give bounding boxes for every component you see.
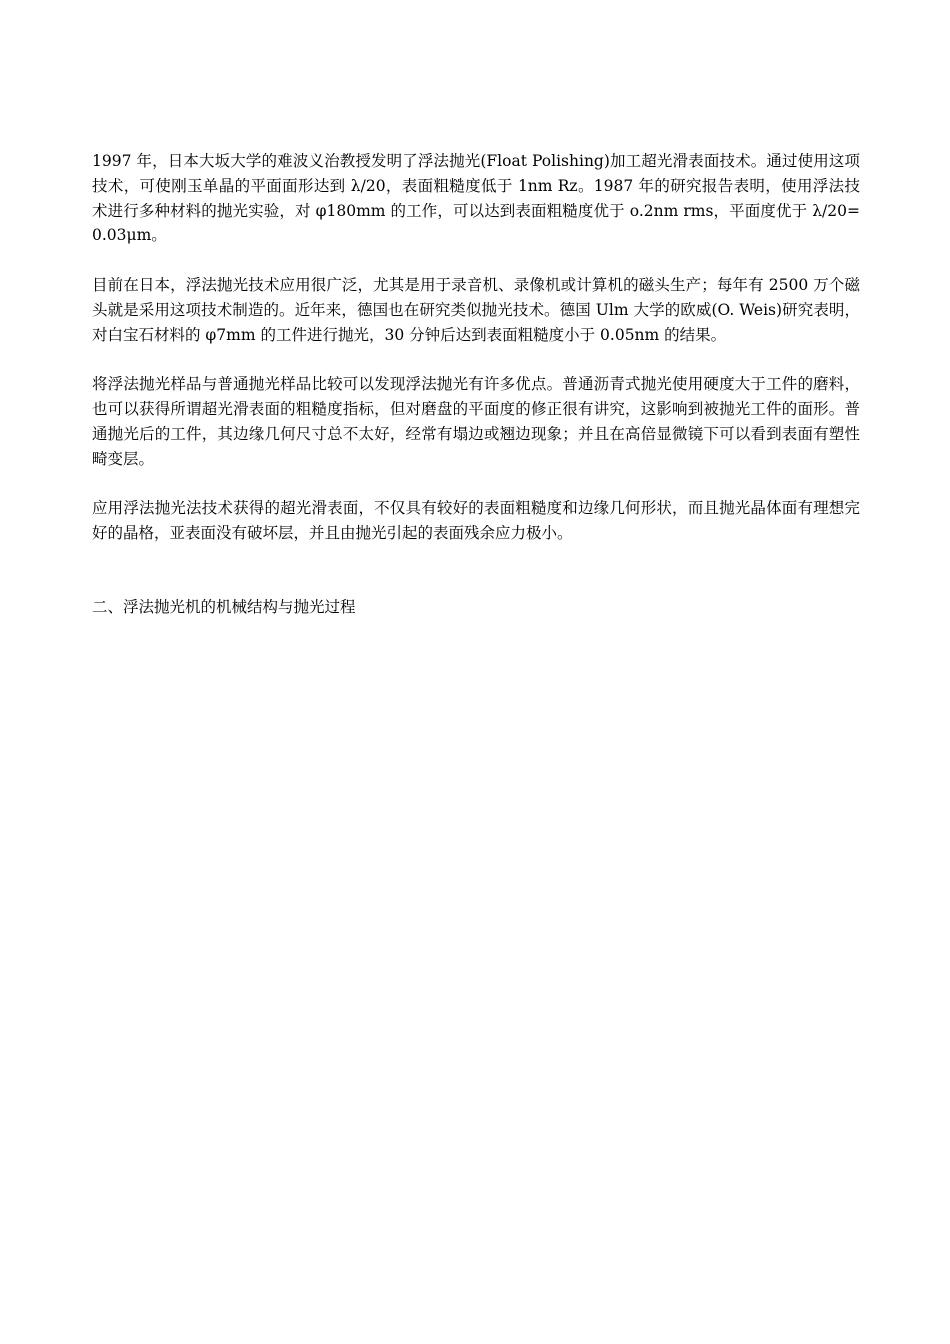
paragraph-advantages: 应用浮法抛光法技术获得的超光滑表面，不仅具有较好的表面粗糙度和边缘几何形状，而且抛光晶体面有理想完好的晶格，亚表面没有破坏层，并且由抛光引起的表面残余应力极小。 [92,499,860,542]
paragraph-comparison: 将浮法抛光样品与普通抛光样品比较可以发现浮法抛光有许多优点。普通沥青式抛光使用硬度大于工件的磨料，也可以获得所谓超光滑表面的粗糙度指标，但对磨盘的平面度的修正很有讲究，这影响到被抛光工件的面形。普通抛光后的工件，其边缘几何尺寸总不太好，经常有塌边或翘边现象；并且在高倍显微镜下可以看到表面有塑性畸变层。 [92,375,860,468]
paragraph-float-polishing-invention: 1997 年，日本大坂大学的难波义治教授发明了浮法抛光(Float Polishing)加工超光滑表面技术。通过使用这项技术，可使刚玉单晶的平面面形达到 λ/20，表面粗糙度低于 1nm Rz。1987 年的研究报告表明，使用浮法技术进行多种材料的抛光实验，对 φ180mm 的工作，可以达到表面粗糙度优于 o.2nm rms，平面度优于 λ/20=0.03μm。 [92,152,860,245]
section-heading: 二、浮法抛光机的机械结构与抛光过程 [92,597,356,616]
paragraph-japan-application: 目前在日本，浮法抛光技术应用很广泛，尤其是用于录音机、录像机或计算机的磁头生产；每年有 2500 万个磁头就是采用这项技术制造的。近年来，德国也在研究类似抛光技术。德国 Ulm 大学的欧威(O. Weis)研究表明，对白宝石材料的 φ7mm 的工件进行抛光，30 分钟后达到表面粗糙度小于 0.05nm 的结果。 [92,275,860,344]
document-body [92,149,860,620]
